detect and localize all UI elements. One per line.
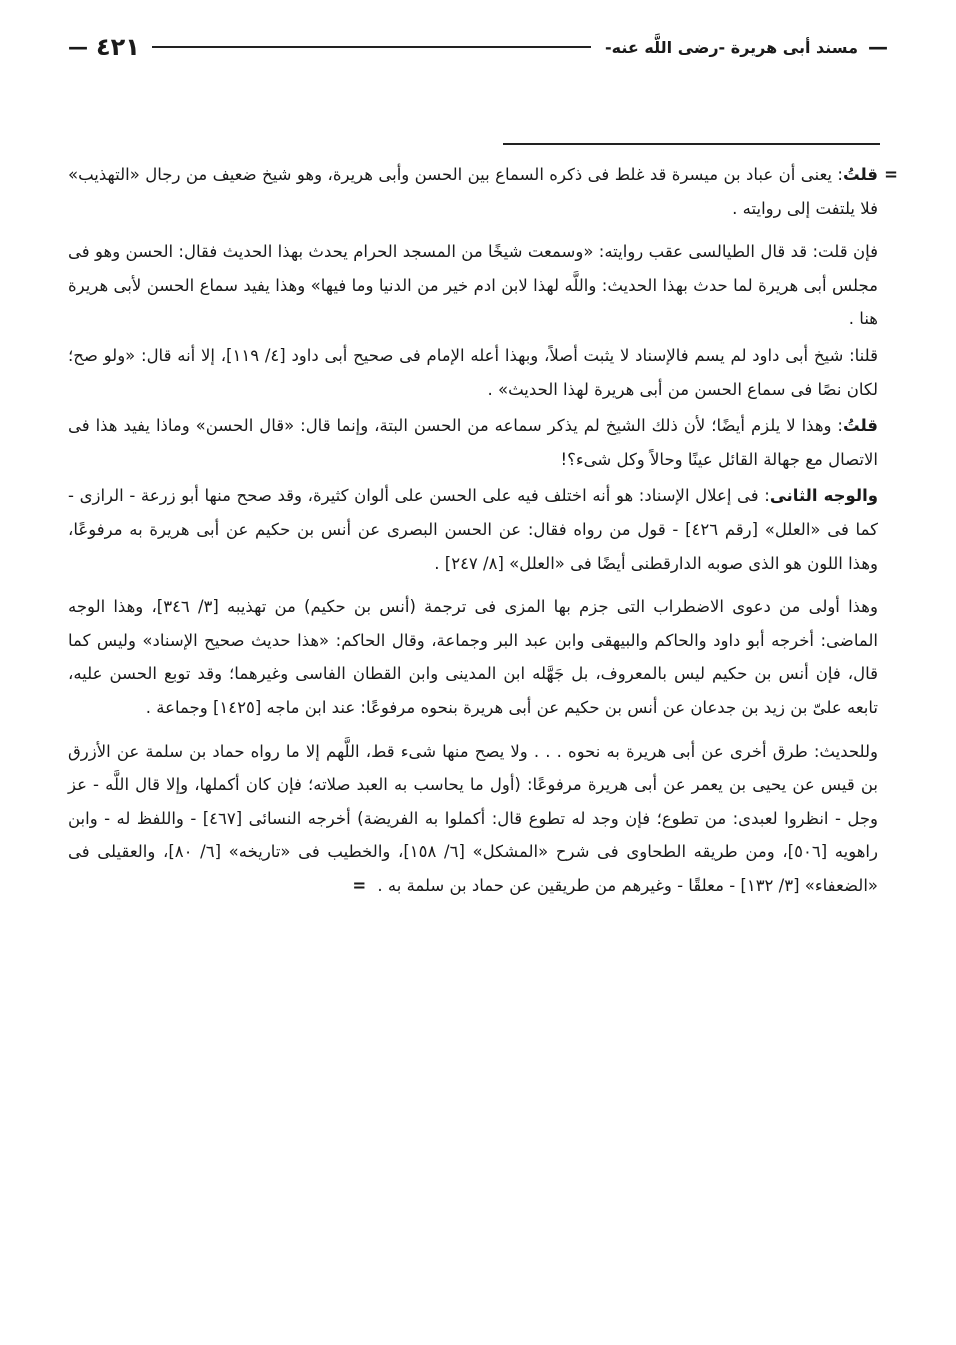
header-dash-right: — xyxy=(868,35,888,59)
paragraph-text: : وهذا لا يلزم أيضًا؛ لأن ذلك الشيخ لم يذكر سماعه من الحسن البتة، وإنما قال: «قال الحسن» وماذا يفيد هذا فى الاتصال مع جهالة القائل عينًا وحالاً وكل شىء؟! xyxy=(68,416,878,469)
footnote-paragraph-6 xyxy=(68,590,878,724)
paragraph-text: : فى إعلال الإسناد: هو أنه اختلف فيه على الحسن على ألوان كثيرة، وقد صحح منها أبو زرعة - الرازى - كما فى «العلل» [رقم ٤٢٦] - قول من رواه فقال: عن الحسن البصرى عن أنس بن حكيم عن أبى هريرة به مرفوعًا، وهذا اللون هو الذى صوبه الدارقطنى أيضًا فى «العلل» [٨/ ٢٤٧] . xyxy=(68,486,878,573)
book-title: مسند أبى هريرة -رضى اللَّه عنه- xyxy=(605,37,858,57)
paragraph-text: فإن قلت: قد قال الطيالسى عقب روايته: «وسمعت شيخًا من المسجد الحرام يحدث بهذا الحديث فقال: الحسن وهو فى مجلس أبى هريرة لما حدث بهذا الحديث: واللَّه لهذا لابن ادم خير من الدنيا وما فيها» وهذا يفيد سماع الحسن لأبى هريرة هنا . xyxy=(68,242,878,329)
paragraph-text: وهذا أولى من دعوى الاضطراب التى جزم بها المزى فى ترجمة (أنس بن حكيم) من تهذيبه [٣/ ٣٤٦]، وهذا الوجه الماضى: أخرجه أبو داود والحاكم والبيهقى وابن عبد البر وجماعة، وقال الحاكم: «هذا حديث صحيح الإسناد» وليس كما قال، فإن أنس بن حكيم ليس بالمعروف، بل جَهَّله ابن المدينى وابن القطان الفاسى وغيرهما؛ وقد توبع الحسن عليه، تابعه علىّ بن زيد بن جدعان عن أنس بن حكيم عن أبى هريرة بنحوه مرفوعًا: عند ابن ماجه [١٤٢٥] وجماعة . xyxy=(68,597,878,717)
footnote-separator xyxy=(503,143,880,145)
footnote-paragraph-4 xyxy=(68,409,878,476)
paragraph-text: وللحديث: طرق أخرى عن أبى هريرة به نحوه . . . ولا يصح منها شىء قط، اللَّهم إلا ما رواه حماد بن سلمة عن الأزرق بن قيس عن يحيى بن يعمر عن أبى هريرة مرفوعًا: (أول ما يحاسب به العبد صلاته؛ فإن كان أكملها، وإلا قال اللَّه - عز وجل - انظروا لعبدى: من تطوع؛ فإن وجد له تطوع قال: أكملوا به الفريضة) أخرجه النسائى [٤٦٧] - واللفظ له - وابن راهويه [٥٠٦]، ومن طريقه الطحاوى فى شرح «المشكل» [٦/ ١٥٨]، والخطيب فى «تاريخه» [٦/ ٨٠]، والعقيلى فى «الضعفاء» [٣/ ١٣٢] - معلقًا - وغيرهم من طريقين عن حماد بن سلمة به . xyxy=(68,741,878,895)
footnote-paragraph-7 xyxy=(68,735,878,903)
footnote-paragraph-3 xyxy=(68,339,878,406)
header-dash-left: — xyxy=(68,35,88,59)
footnote-paragraph-5 xyxy=(68,479,878,580)
end-continuation-marker: = xyxy=(352,875,367,895)
footnote-paragraph-2 xyxy=(68,235,878,336)
header-rule xyxy=(152,46,591,48)
paragraph-lead: قلتُ xyxy=(842,416,878,436)
paragraph-lead: والوجه الثانى xyxy=(769,486,878,506)
page-number: ٤٢١ xyxy=(96,33,140,61)
continuation-marker: = xyxy=(884,165,898,184)
footnote-paragraph-1 xyxy=(68,158,898,225)
paragraph-text: : يعنى أن عباد بن ميسرة قد غلط فى ذكره السماع بين الحسن وأبى هريرة، وهو شيخ ضعيف من رجال «التهذيب» فلا يلتفت إلى روايته . xyxy=(68,165,878,218)
running-header xyxy=(64,30,892,64)
footnote-body xyxy=(68,158,898,902)
paragraph-text: قلنا: شيخ أبى داود لم يسم فالإسناد لا يثبت أصلاً، وبهذا أعله الإمام فى صحيح أبى داود [٤/ ١١٩]، إلا أنه قال: «ولو صح؛ لكان نصًا فى سماع الحسن من أبى هريرة لهذا الحديث» . xyxy=(68,345,878,399)
paragraph-lead: قلتُ xyxy=(842,165,878,184)
